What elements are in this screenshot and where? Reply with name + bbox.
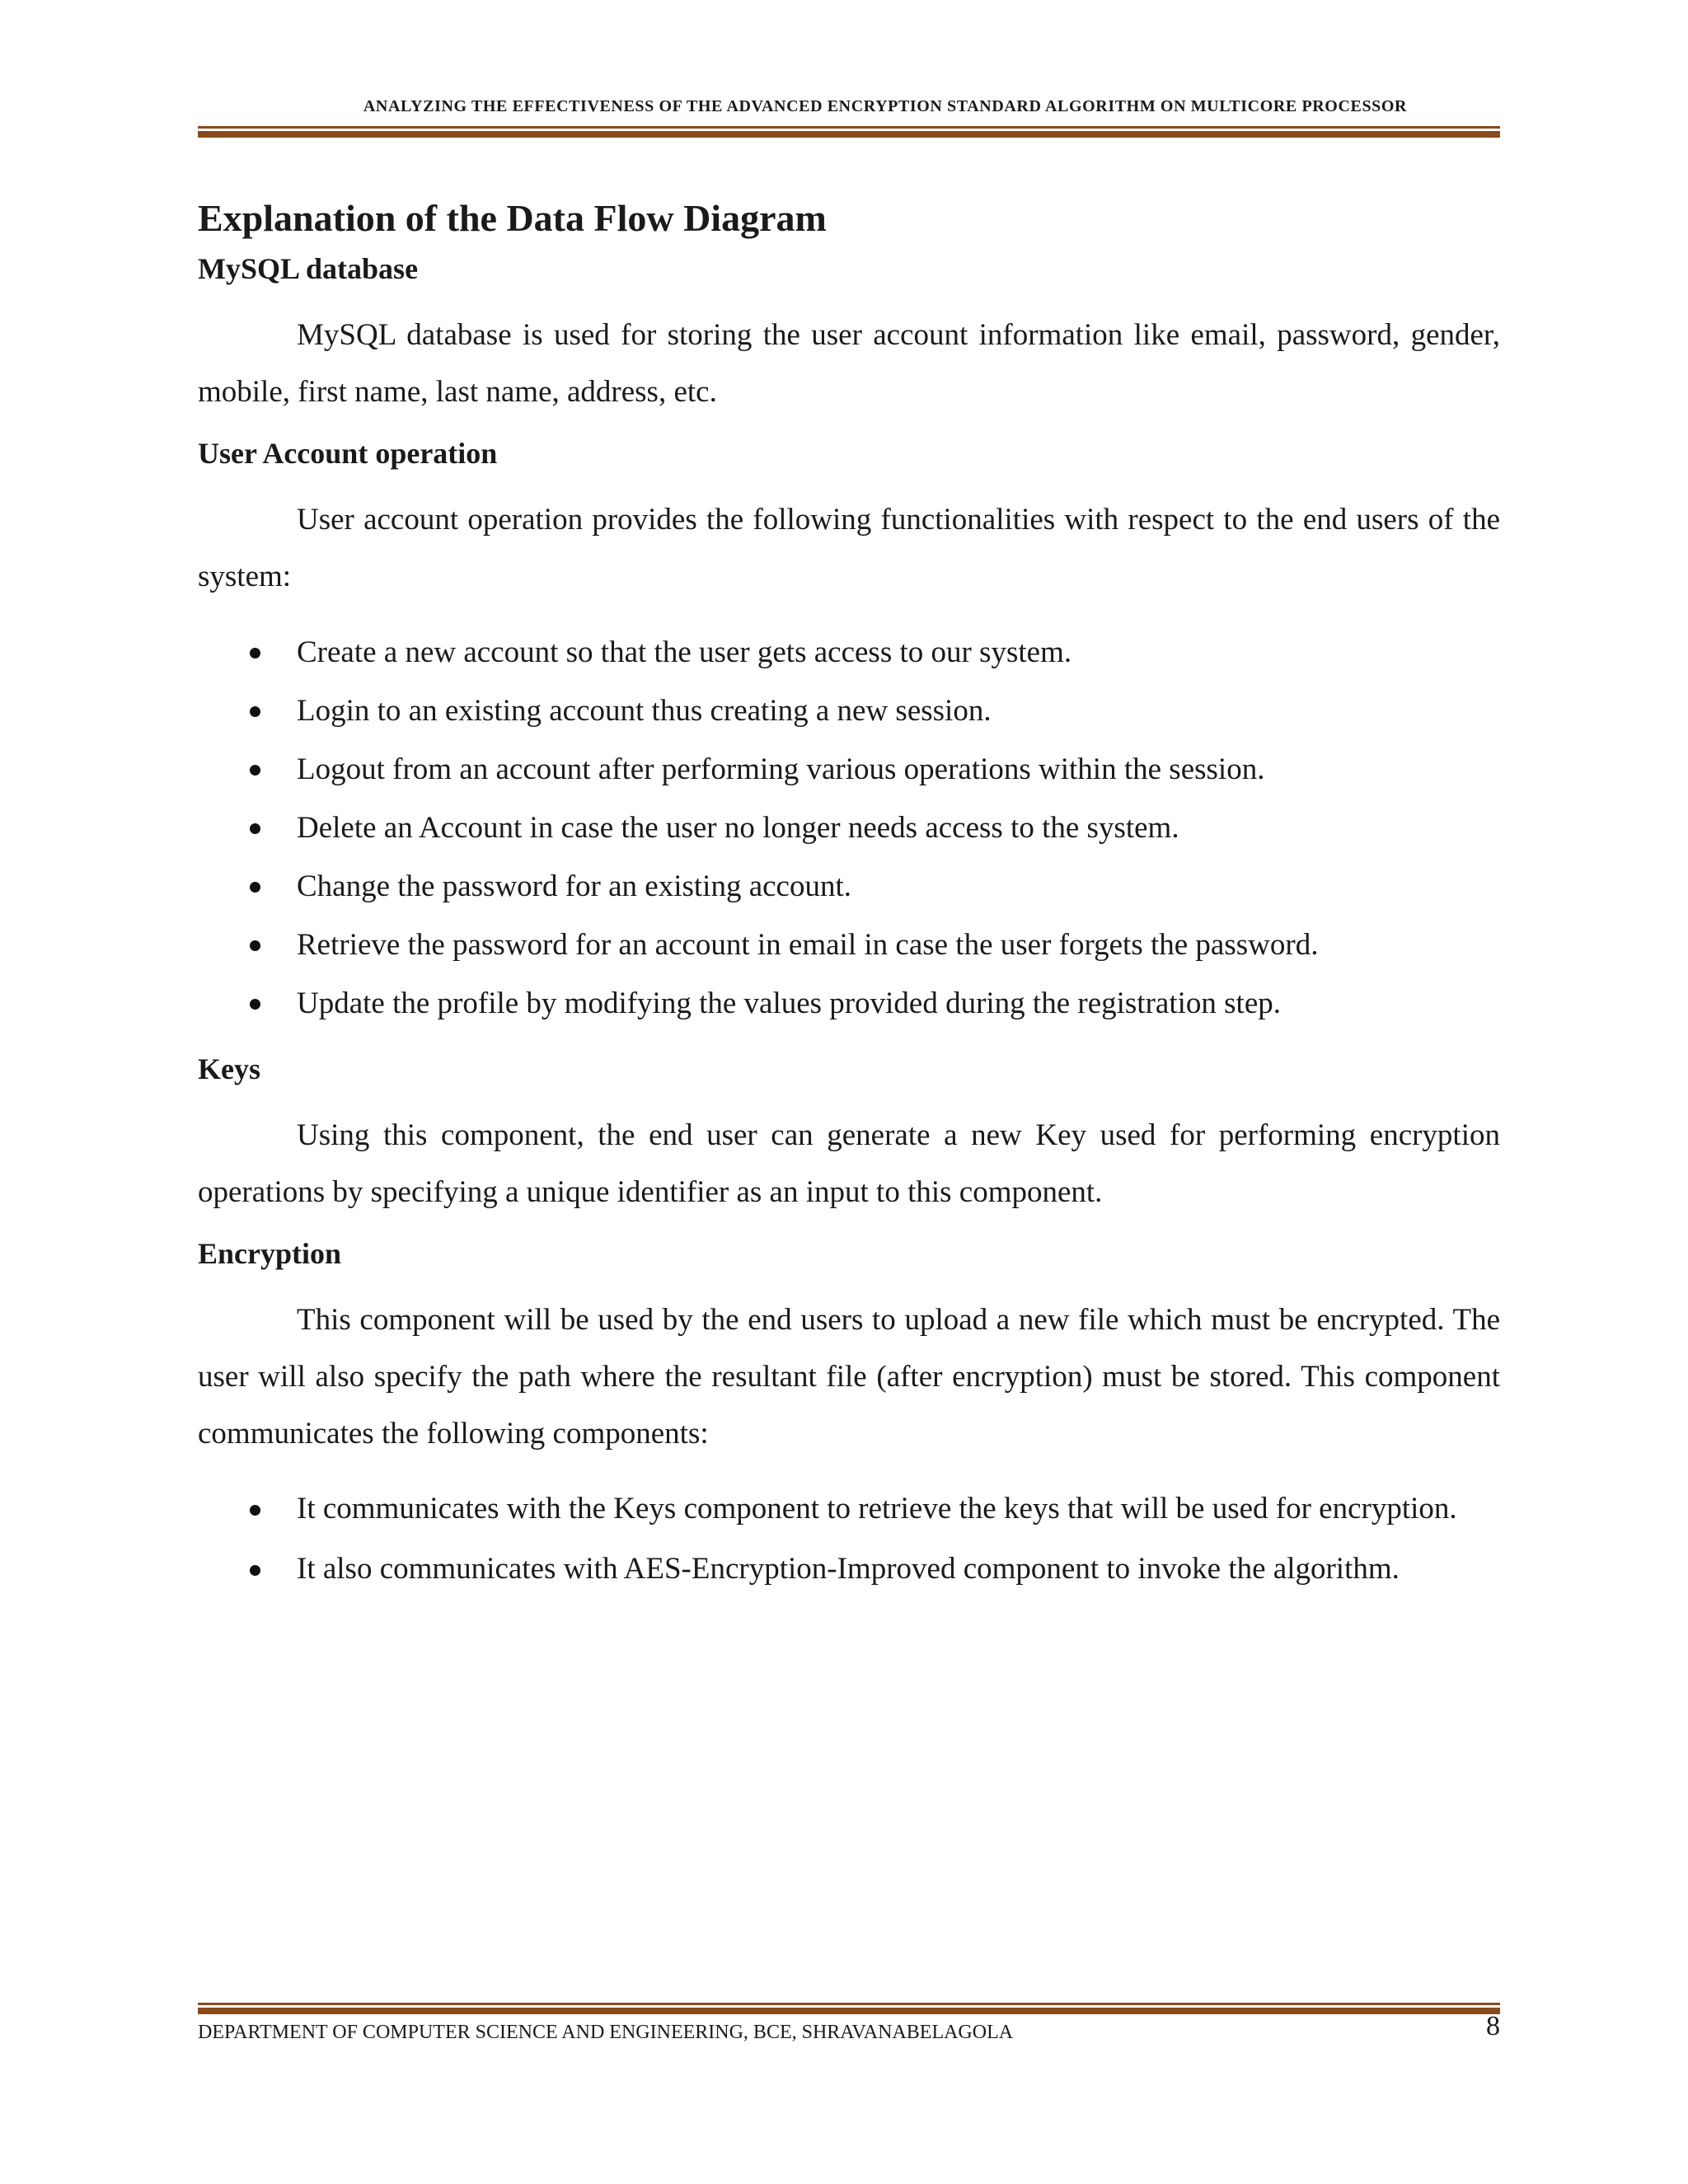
user-account-bullet-list [198, 623, 1500, 1033]
bullet-icon [250, 999, 260, 1010]
bullet-icon [250, 765, 260, 776]
encryption-bullet-list [198, 1480, 1500, 1597]
bullet-icon [250, 882, 260, 893]
paragraph-keys: Using this component, the end user can generate a new Key used for performing encryption operations by specifying a unique identifier as an input to this component. [198, 1118, 1500, 1209]
paragraph-encryption: This component will be used by the end users to upload a new file which must be encrypted. The user will also specify the path where the resultant file (after encryption) must be stored. This component communicates the following components: [198, 1303, 1500, 1451]
header-rule-thick [198, 131, 1500, 138]
bullet-icon [250, 1505, 260, 1516]
page-title: Explanation of the Data Flow Diagram [198, 197, 827, 239]
page-number: 8 [1486, 2011, 1500, 2041]
list-item: Retrieve the password for an account in email in case the user forgets the password. [198, 916, 1500, 974]
bullet-icon [250, 648, 260, 658]
list-item: Create a new account so that the user gets access to our system. [198, 623, 1500, 682]
list-item: Login to an existing account thus creating a new session. [198, 682, 1500, 740]
running-header: ANALYZING THE EFFECTIVENESS OF THE ADVANCED ENCRYPTION STANDARD ALGORITHM ON MULTICORE PROCESSOR [363, 97, 1408, 115]
paragraph-mysql: MySQL database is used for storing the user account information like email, password, gender, mobile, first name, last name, address, etc. [198, 318, 1500, 409]
bullet-icon [250, 940, 260, 951]
list-item: It communicates with the Keys component to retrieve the keys that will be used for encryption. [198, 1480, 1500, 1537]
section-heading-mysql: MySQL database [198, 252, 419, 285]
page-content [198, 194, 1500, 1601]
list-item: Delete an Account in case the user no longer needs access to the system. [198, 799, 1500, 857]
header-rule [198, 126, 1500, 138]
bullet-icon [250, 823, 260, 834]
list-item: Logout from an account after performing various operations within the session. [198, 740, 1500, 799]
bullet-icon [250, 706, 260, 717]
list-item: Update the profile by modifying the values provided during the registration step. [198, 974, 1500, 1033]
section-heading-encryption: Encryption [198, 1237, 342, 1270]
bullet-icon [250, 1565, 260, 1576]
footer-department: DEPARTMENT OF COMPUTER SCIENCE AND ENGINEERING, BCE, SHRAVANABELAGOLA [198, 2022, 1014, 2043]
footer-rule-thick [198, 2008, 1500, 2014]
section-heading-keys: Keys [198, 1052, 260, 1085]
section-heading-user-account: User Account operation [198, 437, 498, 470]
footer-rule [198, 2003, 1500, 2014]
list-item: Change the password for an existing account. [198, 857, 1500, 916]
paragraph-user-account: User account operation provides the following functionalities with respect to the end users of the system: [198, 503, 1500, 593]
list-item: It also communicates with AES-Encryption-Improved component to invoke the algorithm. [198, 1540, 1500, 1597]
